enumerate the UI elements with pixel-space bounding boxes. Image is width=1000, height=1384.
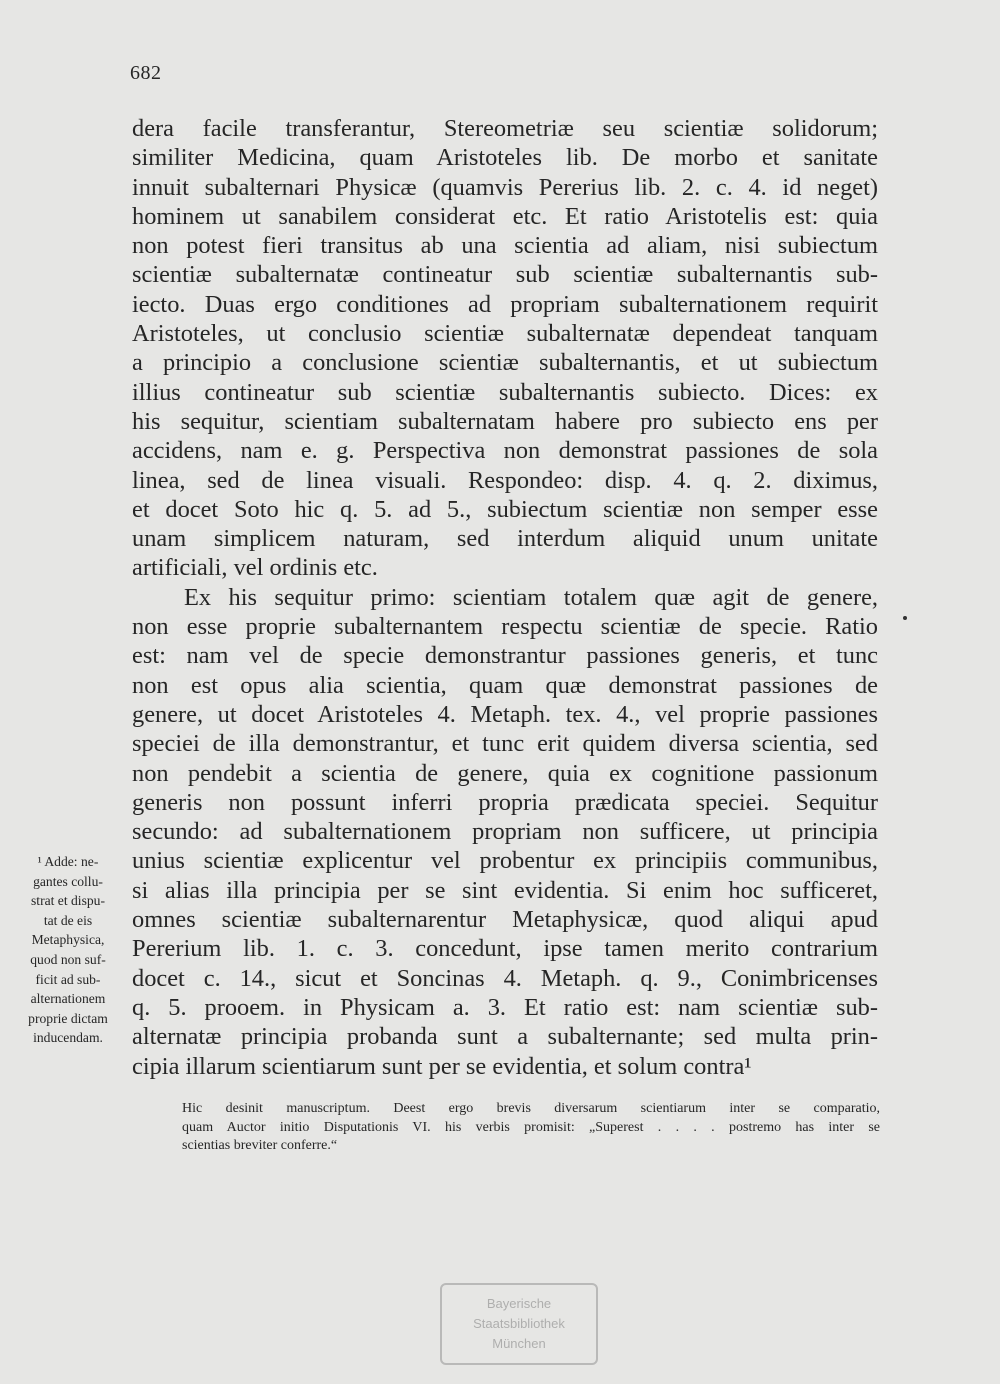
side-note-line: proprie dictam [28,1010,108,1026]
side-note-line: tat de eis [43,912,93,928]
main-text [132,114,878,1081]
text-line: non esse proprie subalternantem respectu scientiæ de specie. Ratio [132,613,878,641]
text-line: Pererium lib. 1. c. 3. concedunt, ipse tamen merito contrarium [132,935,878,963]
text-line: omnes scientiæ subalternarentur Metaphysicæ, quod aliqui apud [132,906,878,934]
footnote [182,1100,880,1156]
footnote-line: quam Auctor initio Disputationis VI. his verbis promisit: „Superest . . . . postremo has inter se [182,1119,880,1135]
text-line: unius scientiæ explicentur vel probentur ex principiis communibus, [132,847,878,875]
text-line: speciei de illa demonstrantur, et tunc erit quidem diversa scientia, sed [132,730,878,758]
side-note-line: Metaphysica, [31,932,105,948]
text-line: similiter Medicina, quam Aristoteles lib. De morbo et sanitate [132,144,878,172]
text-line: unam simplicem naturam, sed interdum aliquid unum unitate [132,525,878,553]
side-note-line: gantes collu- [33,873,103,889]
text-line: Aristoteles, ut conclusio scientiæ subalternatæ dependeat tanquam [132,320,878,348]
page-number: 682 [130,62,162,84]
text-line: artificiali, vel ordinis etc. [132,554,378,582]
text-line: et docet Soto hic q. 5. ad 5., subiectum scientiæ non semper esse [132,495,878,523]
text-line: secundo: ad subalternationem propriam non sufficere, ut principia [132,818,878,846]
side-note-line: quod non suf- [30,951,106,967]
text-line: innuit subalternari Physicæ (quamvis Pererius lib. 2. c. 4. id neget) [132,173,878,201]
text-line: alternatæ principia probanda sunt a subalternante; sed multa prin- [132,1023,878,1051]
text-line: genere, ut docet Aristoteles 4. Metaph. tex. 4., vel proprie passiones [132,700,878,728]
margin-marker [903,616,907,620]
text-line: q. 5. prooem. in Physicam a. 3. Et ratio est: nam scientiæ sub- [132,993,878,1021]
text-line: his sequitur, scientiam subalternatam habere pro subiecto ens per [132,407,878,435]
text-line: cipia illarum scientiarum sunt per se evidentia, et solum contra¹ [132,1052,752,1080]
side-note [12,852,124,1048]
stamp-line: Staatsbibliothek [473,1316,565,1331]
side-note-line: strat et dispu- [31,893,105,909]
text-line: iecto. Duas ergo conditiones ad propriam subalternationem requirit [132,290,878,318]
text-line: generis non possunt inferri propria prædicata speciei. Sequitur [132,788,878,816]
library-stamp [440,1283,598,1365]
footnote-line: Hic desinit manuscriptum. Deest ergo brevis diversarum scientiarum inter se comparatio, [182,1101,880,1116]
text-line: linea, sed de linea visuali. Respondeo: disp. 4. q. 2. diximus, [132,466,878,494]
text-line: non pendebit a scientia de genere, quia ex cognitione passionum [132,759,878,787]
side-note-line: ficit ad sub- [35,971,101,987]
footnote-line: scientias breviter conferre.“ [182,1138,338,1153]
text-line: hominem ut sanabilem considerat etc. Et ratio Aristotelis est: quia [132,202,878,230]
text-line: non potest fieri transitus ab una scientia ad aliam, nisi subiectum [132,232,878,260]
text-line: non est opus alia scientia, quam quæ demonstrat passiones de [132,671,878,699]
stamp-line: München [492,1336,546,1351]
text-line: a principio a conclusione scientiæ subalternantis, et ut subiectum [132,349,878,377]
text-line: scientiæ subalternatæ contineatur sub scientiæ subalternantis sub- [132,261,878,289]
side-note-line: ¹ Adde: ne- [37,854,99,869]
text-line: illius contineatur sub scientiæ subalternantis subiecto. Dices: ex [132,378,878,406]
stamp-line: Bayerische [486,1296,552,1311]
text-line: si alias illa principia per se sint evidentia. Si enim hoc sufficeret, [132,876,878,904]
side-note-line: inducendam. [33,1030,103,1046]
side-note-line: alternationem [30,991,106,1007]
text-line: dera facile transferantur, Stereometriæ seu scientiæ solidorum; [132,115,878,142]
text-line: docet c. 14., sicut et Soncinas 4. Metaph. q. 9., Conimbricenses [132,964,878,992]
text-line: est: nam vel de specie demonstrantur passiones generis, et tunc [132,642,878,670]
text-line: Ex his sequitur primo: scientiam totalem quæ agit de genere, [184,583,878,611]
text-line: accidens, nam e. g. Perspectiva non demonstrat passiones de sola [132,437,878,465]
